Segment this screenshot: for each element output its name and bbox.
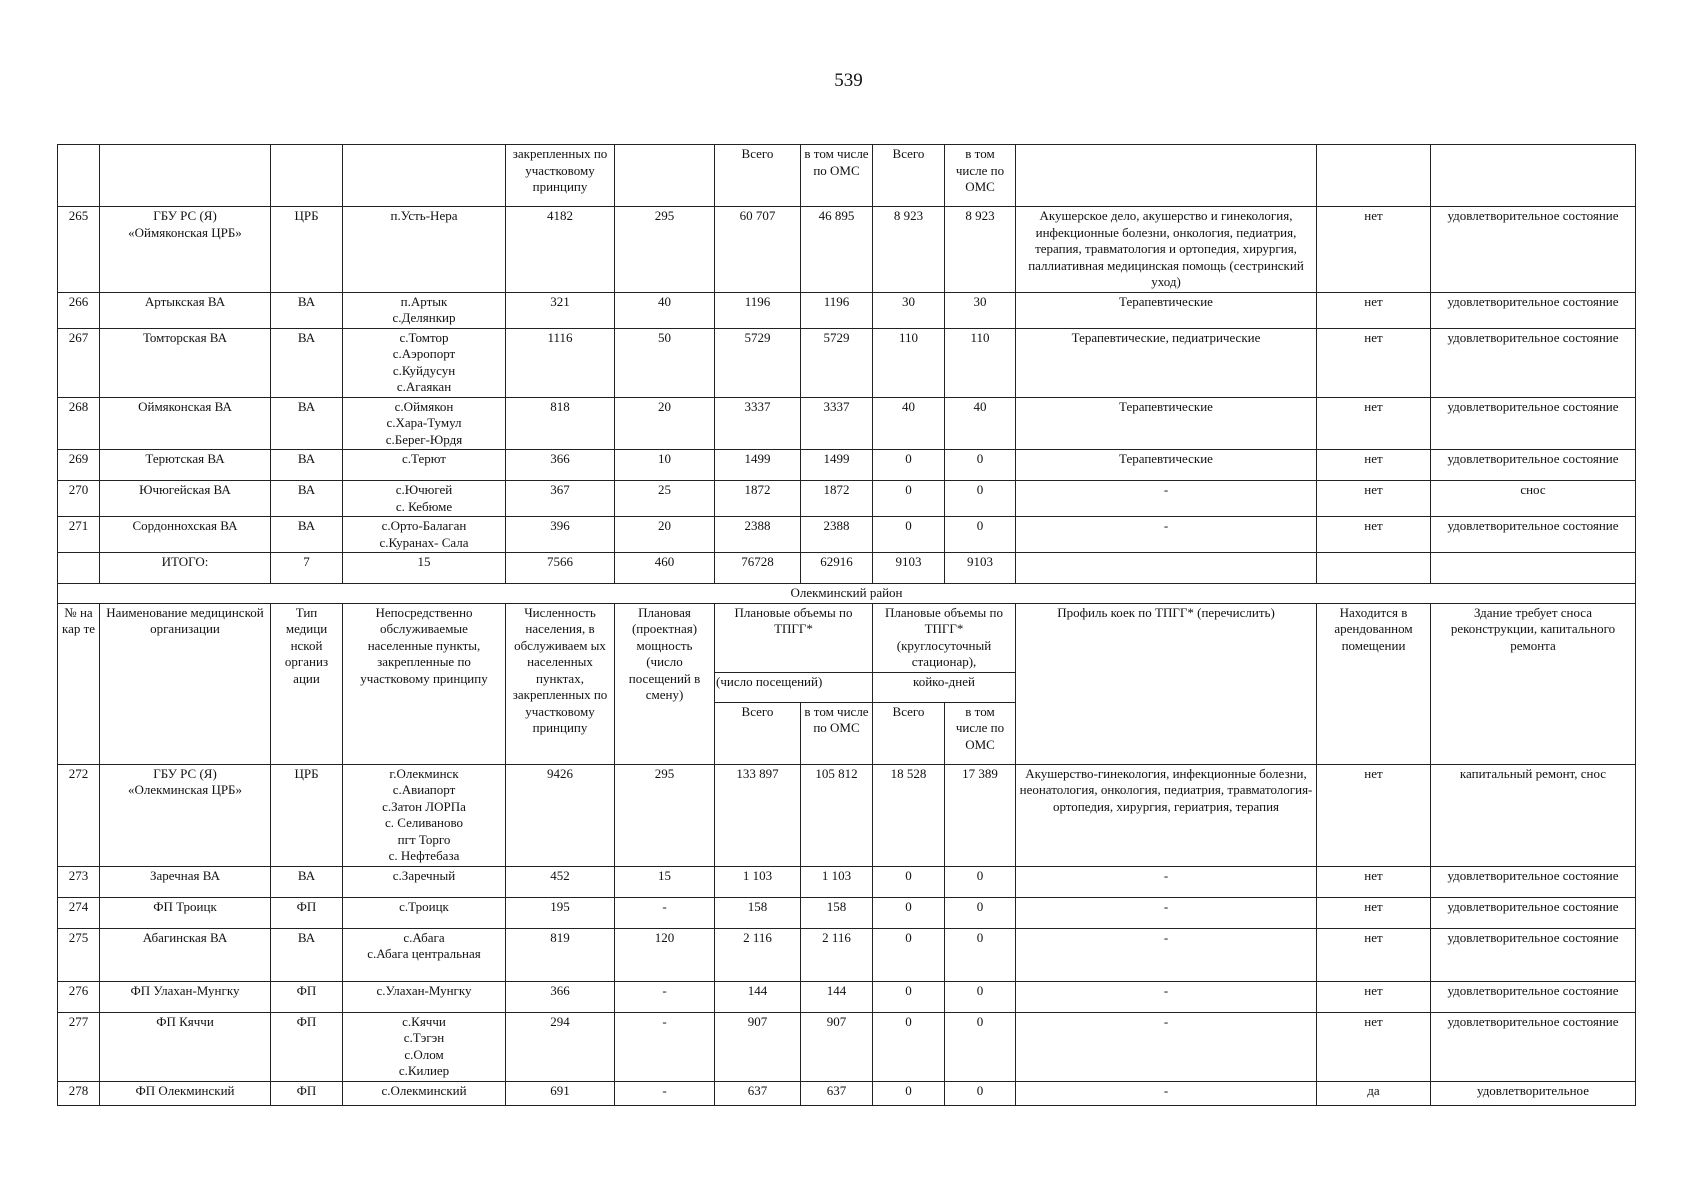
cell-population: 691 — [506, 1081, 615, 1105]
cell-type: ВА — [271, 517, 343, 553]
cell-building: капитальный ремонт, снос — [1431, 764, 1636, 866]
cell-beds-oms: 40 — [945, 397, 1016, 450]
header-capacity: Плановая (проектная) мощность (число посещений в смену) — [615, 603, 715, 764]
header-name: Наименование медицинской организации — [100, 603, 271, 764]
cell-line: с. Нефтебаза — [388, 848, 460, 863]
cell-settlements — [343, 928, 506, 981]
header-beddays-oms: в том числе по ОМС — [945, 145, 1016, 207]
cell-visits-oms: 907 — [801, 1012, 873, 1081]
header-beddays-oms: в том числе по ОМС — [945, 702, 1016, 764]
cell-beds-oms: 110 — [945, 328, 1016, 397]
cell-beds-oms: 30 — [945, 292, 1016, 328]
total-visits-total: 76728 — [715, 553, 801, 584]
cell-capacity: - — [615, 897, 715, 928]
table-row — [58, 397, 1636, 450]
cell-visits-oms: 158 — [801, 897, 873, 928]
cell-visits-oms: 1499 — [801, 450, 873, 481]
cell-rent: нет — [1317, 1012, 1431, 1081]
cell-building: удовлетворительное состояние — [1431, 928, 1636, 981]
cell-population: 4182 — [506, 207, 615, 293]
table-row — [58, 481, 1636, 517]
table-row — [58, 1081, 1636, 1105]
header-cell-empty — [271, 145, 343, 207]
cell-visits-total: 144 — [715, 981, 801, 1012]
cell-type: ЦРБ — [271, 764, 343, 866]
table-row — [58, 517, 1636, 553]
cell-n: 276 — [58, 981, 100, 1012]
cell-profile: Терапевтические — [1016, 397, 1317, 450]
cell-visits-total: 907 — [715, 1012, 801, 1081]
cell-beds-oms: 0 — [945, 450, 1016, 481]
cell-line: «Оймяконская ЦРБ» — [128, 224, 242, 240]
table-row — [58, 928, 1636, 981]
cell-population: 452 — [506, 866, 615, 897]
cell-capacity: 20 — [615, 397, 715, 450]
cell-settlements — [343, 517, 506, 553]
cell-rent: нет — [1317, 981, 1431, 1012]
cell-beds-total: 0 — [873, 517, 945, 553]
total-beds-total: 9103 — [873, 553, 945, 584]
cell-name: ФП Улахан-Мунгку — [100, 981, 271, 1012]
cell-beds-total: 30 — [873, 292, 945, 328]
cell-beds-oms: 0 — [945, 1081, 1016, 1105]
cell-beds-oms: 0 — [945, 928, 1016, 981]
header-visits-oms: в том числе по ОМС — [801, 702, 873, 764]
cell-visits-total: 637 — [715, 1081, 801, 1105]
cell-n: 275 — [58, 928, 100, 981]
cell-name — [100, 207, 271, 293]
cell-building: снос — [1431, 481, 1636, 517]
total-type: 7 — [271, 553, 343, 584]
header-visits-group: Плановые объемы по ТПГГ* — [715, 603, 873, 672]
cell-capacity: 10 — [615, 450, 715, 481]
cell-type: ВА — [271, 450, 343, 481]
district-title: Олекминский район — [58, 584, 1636, 604]
cell-n: 273 — [58, 866, 100, 897]
cell-visits-oms: 2 116 — [801, 928, 873, 981]
cell-line: с.Томтор — [399, 329, 449, 345]
cell-beds-oms: 8 923 — [945, 207, 1016, 293]
cell-type: ВА — [271, 928, 343, 981]
table-row — [58, 450, 1636, 481]
cell-line: г.Олекминск — [389, 765, 459, 781]
header-visits-total: Всего — [715, 145, 801, 207]
cell-beds-oms: 17 389 — [945, 764, 1016, 866]
cell-profile: - — [1016, 866, 1317, 897]
cell-type: ФП — [271, 1081, 343, 1105]
cell-settlements — [343, 1012, 506, 1081]
total-settlements: 15 — [343, 553, 506, 584]
cell-beds-oms: 0 — [945, 481, 1016, 517]
cell-n: 266 — [58, 292, 100, 328]
district-row — [58, 584, 1636, 604]
cell-visits-total: 2 116 — [715, 928, 801, 981]
header-population: Численность населения, в обслуживаем ых населенных пунктах, закрепленных по участковому принципу — [506, 603, 615, 764]
cell-line: с.Куйдусун — [392, 362, 456, 378]
cell-visits-total: 1499 — [715, 450, 801, 481]
page-number: 539 — [834, 70, 863, 91]
cell-empty — [1431, 553, 1636, 584]
cell-capacity: - — [615, 1081, 715, 1105]
cell-n: 268 — [58, 397, 100, 450]
cell-beds-total: 8 923 — [873, 207, 945, 293]
header-cell-empty — [58, 145, 100, 207]
cell-line: с.Олом — [404, 1046, 444, 1062]
cell-profile: - — [1016, 928, 1317, 981]
cell-name: Терютская ВА — [100, 450, 271, 481]
total-visits-oms: 62916 — [801, 553, 873, 584]
cell-rent: нет — [1317, 207, 1431, 293]
header-beddays-unit: койко-дней — [873, 672, 1016, 702]
cell-building: удовлетворительное состояние — [1431, 866, 1636, 897]
cell-visits-oms: 2388 — [801, 517, 873, 553]
facilities-table — [57, 144, 1636, 1106]
cell-name: Оймяконская ВА — [100, 397, 271, 450]
cell-visits-total: 2388 — [715, 517, 801, 553]
cell-n: 270 — [58, 481, 100, 517]
cell-type: ФП — [271, 1012, 343, 1081]
cell-beds-total: 0 — [873, 1012, 945, 1081]
cell-beds-total: 18 528 — [873, 764, 945, 866]
cell-beds-oms: 0 — [945, 981, 1016, 1012]
cell-line: с.Орто-Балаган — [381, 518, 467, 533]
cell-name: ФП Кяччи — [100, 1012, 271, 1081]
cell-line: с.Хара-Тумул — [386, 415, 462, 430]
header-visits-unit: (число посещений) — [715, 672, 873, 702]
cell-visits-oms: 3337 — [801, 397, 873, 450]
cell-population: 366 — [506, 981, 615, 1012]
cell-capacity: 40 — [615, 292, 715, 328]
cell-capacity: 25 — [615, 481, 715, 517]
cell-n: 277 — [58, 1012, 100, 1081]
cell-settlements — [343, 328, 506, 397]
cell-profile: Терапевтические — [1016, 450, 1317, 481]
cell-rent: нет — [1317, 292, 1431, 328]
cell-line: п.Артык — [400, 293, 448, 309]
continued-header-row — [58, 145, 1636, 207]
cell-population: 195 — [506, 897, 615, 928]
cell-profile: Акушерство-гинекология, инфекционные болезни, неонатология, онкология, педиатрия, травматология-ортопедия, хирургия, гериатрия, терапия — [1016, 764, 1317, 866]
cell-line: пгт Торго — [397, 831, 451, 847]
cell-empty — [58, 553, 100, 584]
header-cell-empty — [1431, 145, 1636, 207]
column-header-row — [58, 603, 1636, 672]
cell-beds-total: 0 — [873, 928, 945, 981]
header-cell-empty — [100, 145, 271, 207]
cell-visits-total: 3337 — [715, 397, 801, 450]
header-number: № на кар те — [58, 603, 100, 764]
cell-line: ГБУ РС (Я) — [153, 208, 217, 223]
header-cell-empty — [1016, 145, 1317, 207]
cell-settlements: с.Заречный — [343, 866, 506, 897]
cell-visits-oms: 1 103 — [801, 866, 873, 897]
cell-name: ФП Троицк — [100, 897, 271, 928]
header-building: Здание требует сноса реконструкции, капитального ремонта — [1431, 603, 1636, 764]
cell-beds-total: 0 — [873, 897, 945, 928]
cell-rent: нет — [1317, 764, 1431, 866]
cell-beds-oms: 0 — [945, 866, 1016, 897]
cell-line: с.Тэгэн — [403, 1030, 445, 1045]
table-row — [58, 328, 1636, 397]
cell-line: с.Делянкир — [392, 310, 456, 325]
cell-type: ВА — [271, 397, 343, 450]
cell-visits-oms: 637 — [801, 1081, 873, 1105]
cell-building: удовлетворительное состояние — [1431, 517, 1636, 553]
header-population: закрепленных по участковому принципу — [506, 145, 615, 207]
cell-population: 321 — [506, 292, 615, 328]
cell-profile: - — [1016, 1081, 1317, 1105]
total-beds-oms: 9103 — [945, 553, 1016, 584]
cell-building: удовлетворительное состояние — [1431, 292, 1636, 328]
cell-capacity: - — [615, 1012, 715, 1081]
cell-line: с.Абага — [403, 929, 445, 945]
cell-visits-oms: 1196 — [801, 292, 873, 328]
cell-n: 265 — [58, 207, 100, 293]
cell-rent: нет — [1317, 866, 1431, 897]
cell-capacity: - — [615, 981, 715, 1012]
cell-line: с.Куранах- Сала — [379, 534, 469, 550]
cell-settlements — [343, 292, 506, 328]
cell-line: с.Затон ЛОРПа — [382, 798, 466, 814]
cell-capacity: 50 — [615, 328, 715, 397]
cell-visits-oms: 1872 — [801, 481, 873, 517]
table-row — [58, 207, 1636, 293]
cell-beds-total: 40 — [873, 397, 945, 450]
cell-line: с.Аэропорт — [392, 346, 456, 361]
header-type: Тип медици нской организ ации — [271, 603, 343, 764]
cell-settlements — [343, 481, 506, 517]
header-settlements: Непосредственно обслуживаемые населенные пункты, закрепленные по участковому принципу — [343, 603, 506, 764]
cell-profile: - — [1016, 481, 1317, 517]
cell-profile: - — [1016, 897, 1317, 928]
cell-n: 271 — [58, 517, 100, 553]
cell-beds-total: 0 — [873, 866, 945, 897]
cell-n: 272 — [58, 764, 100, 866]
cell-capacity: 15 — [615, 866, 715, 897]
cell-profile: - — [1016, 517, 1317, 553]
total-row — [58, 553, 1636, 584]
cell-line: с.Агаякан — [396, 379, 452, 394]
cell-line: с.Килиер — [398, 1063, 450, 1078]
cell-line: с. Кебюме — [395, 498, 453, 514]
cell-line: с.Абага центральная — [367, 946, 481, 961]
cell-n: 278 — [58, 1081, 100, 1105]
cell-capacity: 295 — [615, 207, 715, 293]
cell-line: ГБУ РС (Я) — [153, 765, 217, 781]
cell-name: Сордоннохская ВА — [100, 517, 271, 553]
cell-type: ФП — [271, 981, 343, 1012]
cell-beds-oms: 0 — [945, 897, 1016, 928]
cell-visits-total: 60 707 — [715, 207, 801, 293]
cell-beds-total: 0 — [873, 481, 945, 517]
cell-rent: нет — [1317, 397, 1431, 450]
table-row — [58, 897, 1636, 928]
cell-profile: - — [1016, 981, 1317, 1012]
cell-n: 274 — [58, 897, 100, 928]
header-beddays-total: Всего — [873, 145, 945, 207]
cell-empty — [1016, 553, 1317, 584]
cell-line: с.Оймякон — [394, 398, 454, 414]
cell-capacity: 120 — [615, 928, 715, 981]
cell-population: 818 — [506, 397, 615, 450]
cell-type: ВА — [271, 328, 343, 397]
cell-line: с.Кяччи — [402, 1013, 446, 1029]
cell-name: ФП Олекминский — [100, 1081, 271, 1105]
header-cell-empty — [615, 145, 715, 207]
header-cell-empty — [343, 145, 506, 207]
cell-building: удовлетворительное состояние — [1431, 1012, 1636, 1081]
cell-line: с.Авиапорт — [392, 782, 456, 797]
cell-beds-total: 0 — [873, 981, 945, 1012]
cell-building: удовлетворительное состояние — [1431, 207, 1636, 293]
cell-visits-oms: 5729 — [801, 328, 873, 397]
cell-n: 269 — [58, 450, 100, 481]
cell-building: удовлетворительное состояние — [1431, 897, 1636, 928]
cell-type: ВА — [271, 481, 343, 517]
cell-beds-total: 0 — [873, 1081, 945, 1105]
cell-visits-total: 1196 — [715, 292, 801, 328]
cell-name: Абагинская ВА — [100, 928, 271, 981]
cell-rent: нет — [1317, 328, 1431, 397]
cell-line: с. Селиваново — [384, 815, 464, 830]
header-visits-total: Всего — [715, 702, 801, 764]
cell-type: ЦРБ — [271, 207, 343, 293]
cell-population: 396 — [506, 517, 615, 553]
cell-line: с.Ючюгей — [395, 482, 453, 497]
cell-population: 819 — [506, 928, 615, 981]
cell-visits-total: 133 897 — [715, 764, 801, 866]
cell-rent: нет — [1317, 450, 1431, 481]
cell-building: удовлетворительное состояние — [1431, 981, 1636, 1012]
table-row — [58, 1012, 1636, 1081]
cell-visits-oms: 46 895 — [801, 207, 873, 293]
cell-name: Артыкская ВА — [100, 292, 271, 328]
cell-building: удовлетворительное состояние — [1431, 397, 1636, 450]
header-beddays-group: Плановые объемы по ТПГГ* (круглосуточный стационар), — [873, 603, 1016, 672]
cell-name: Заречная ВА — [100, 866, 271, 897]
cell-settlements — [343, 764, 506, 866]
table-row — [58, 866, 1636, 897]
cell-population: 366 — [506, 450, 615, 481]
cell-population: 9426 — [506, 764, 615, 866]
cell-line: «Олекминская ЦРБ» — [127, 782, 243, 797]
cell-rent: да — [1317, 1081, 1431, 1105]
cell-line: с.Берег-Юрдя — [385, 431, 463, 447]
cell-visits-total: 158 — [715, 897, 801, 928]
cell-beds-oms: 0 — [945, 1012, 1016, 1081]
cell-settlements: с.Терют — [343, 450, 506, 481]
table-row — [58, 292, 1636, 328]
cell-settlements: с.Олекминский — [343, 1081, 506, 1105]
cell-settlements: п.Усть-Нера — [343, 207, 506, 293]
cell-settlements: с.Троицк — [343, 897, 506, 928]
cell-profile: Терапевтические, педиатрические — [1016, 328, 1317, 397]
cell-type: ФП — [271, 897, 343, 928]
cell-visits-oms: 144 — [801, 981, 873, 1012]
table-row — [58, 981, 1636, 1012]
cell-name: Ючюгейская ВА — [100, 481, 271, 517]
cell-population: 367 — [506, 481, 615, 517]
cell-settlements — [343, 397, 506, 450]
cell-beds-total: 110 — [873, 328, 945, 397]
cell-population: 294 — [506, 1012, 615, 1081]
cell-visits-total: 1872 — [715, 481, 801, 517]
cell-n: 267 — [58, 328, 100, 397]
cell-building: удовлетворительное состояние — [1431, 450, 1636, 481]
header-rent: Находится в арендованном помещении — [1317, 603, 1431, 764]
cell-profile: - — [1016, 1012, 1317, 1081]
cell-visits-total: 5729 — [715, 328, 801, 397]
cell-visits-total: 1 103 — [715, 866, 801, 897]
cell-visits-oms: 105 812 — [801, 764, 873, 866]
cell-profile: Акушерское дело, акушерство и гинекология, инфекционные болезни, онкология, педиатрия, терапия, травматология и ортопедия, хирургия, паллиативная медицинская помощь (сестринский уход) — [1016, 207, 1317, 293]
cell-empty — [1317, 553, 1431, 584]
header-profile: Профиль коек по ТПГГ* (перечислить) — [1016, 603, 1317, 764]
cell-rent: нет — [1317, 481, 1431, 517]
table-row — [58, 764, 1636, 866]
cell-capacity: 295 — [615, 764, 715, 866]
cell-building: удовлетворительное состояние — [1431, 328, 1636, 397]
total-label: ИТОГО: — [100, 553, 271, 584]
cell-beds-total: 0 — [873, 450, 945, 481]
header-visits-oms: в том числе по ОМС — [801, 145, 873, 207]
cell-name — [100, 764, 271, 866]
cell-profile: Терапевтические — [1016, 292, 1317, 328]
cell-rent: нет — [1317, 897, 1431, 928]
cell-type: ВА — [271, 292, 343, 328]
cell-rent: нет — [1317, 928, 1431, 981]
cell-settlements: с.Улахан-Мунгку — [343, 981, 506, 1012]
cell-capacity: 20 — [615, 517, 715, 553]
header-beddays-total: Всего — [873, 702, 945, 764]
cell-type: ВА — [271, 866, 343, 897]
cell-beds-oms: 0 — [945, 517, 1016, 553]
cell-name: Томторская ВА — [100, 328, 271, 397]
cell-rent: нет — [1317, 517, 1431, 553]
total-population: 7566 — [506, 553, 615, 584]
cell-building: удовлетворительное — [1431, 1081, 1636, 1105]
header-cell-empty — [1317, 145, 1431, 207]
cell-population: 1116 — [506, 328, 615, 397]
total-capacity: 460 — [615, 553, 715, 584]
